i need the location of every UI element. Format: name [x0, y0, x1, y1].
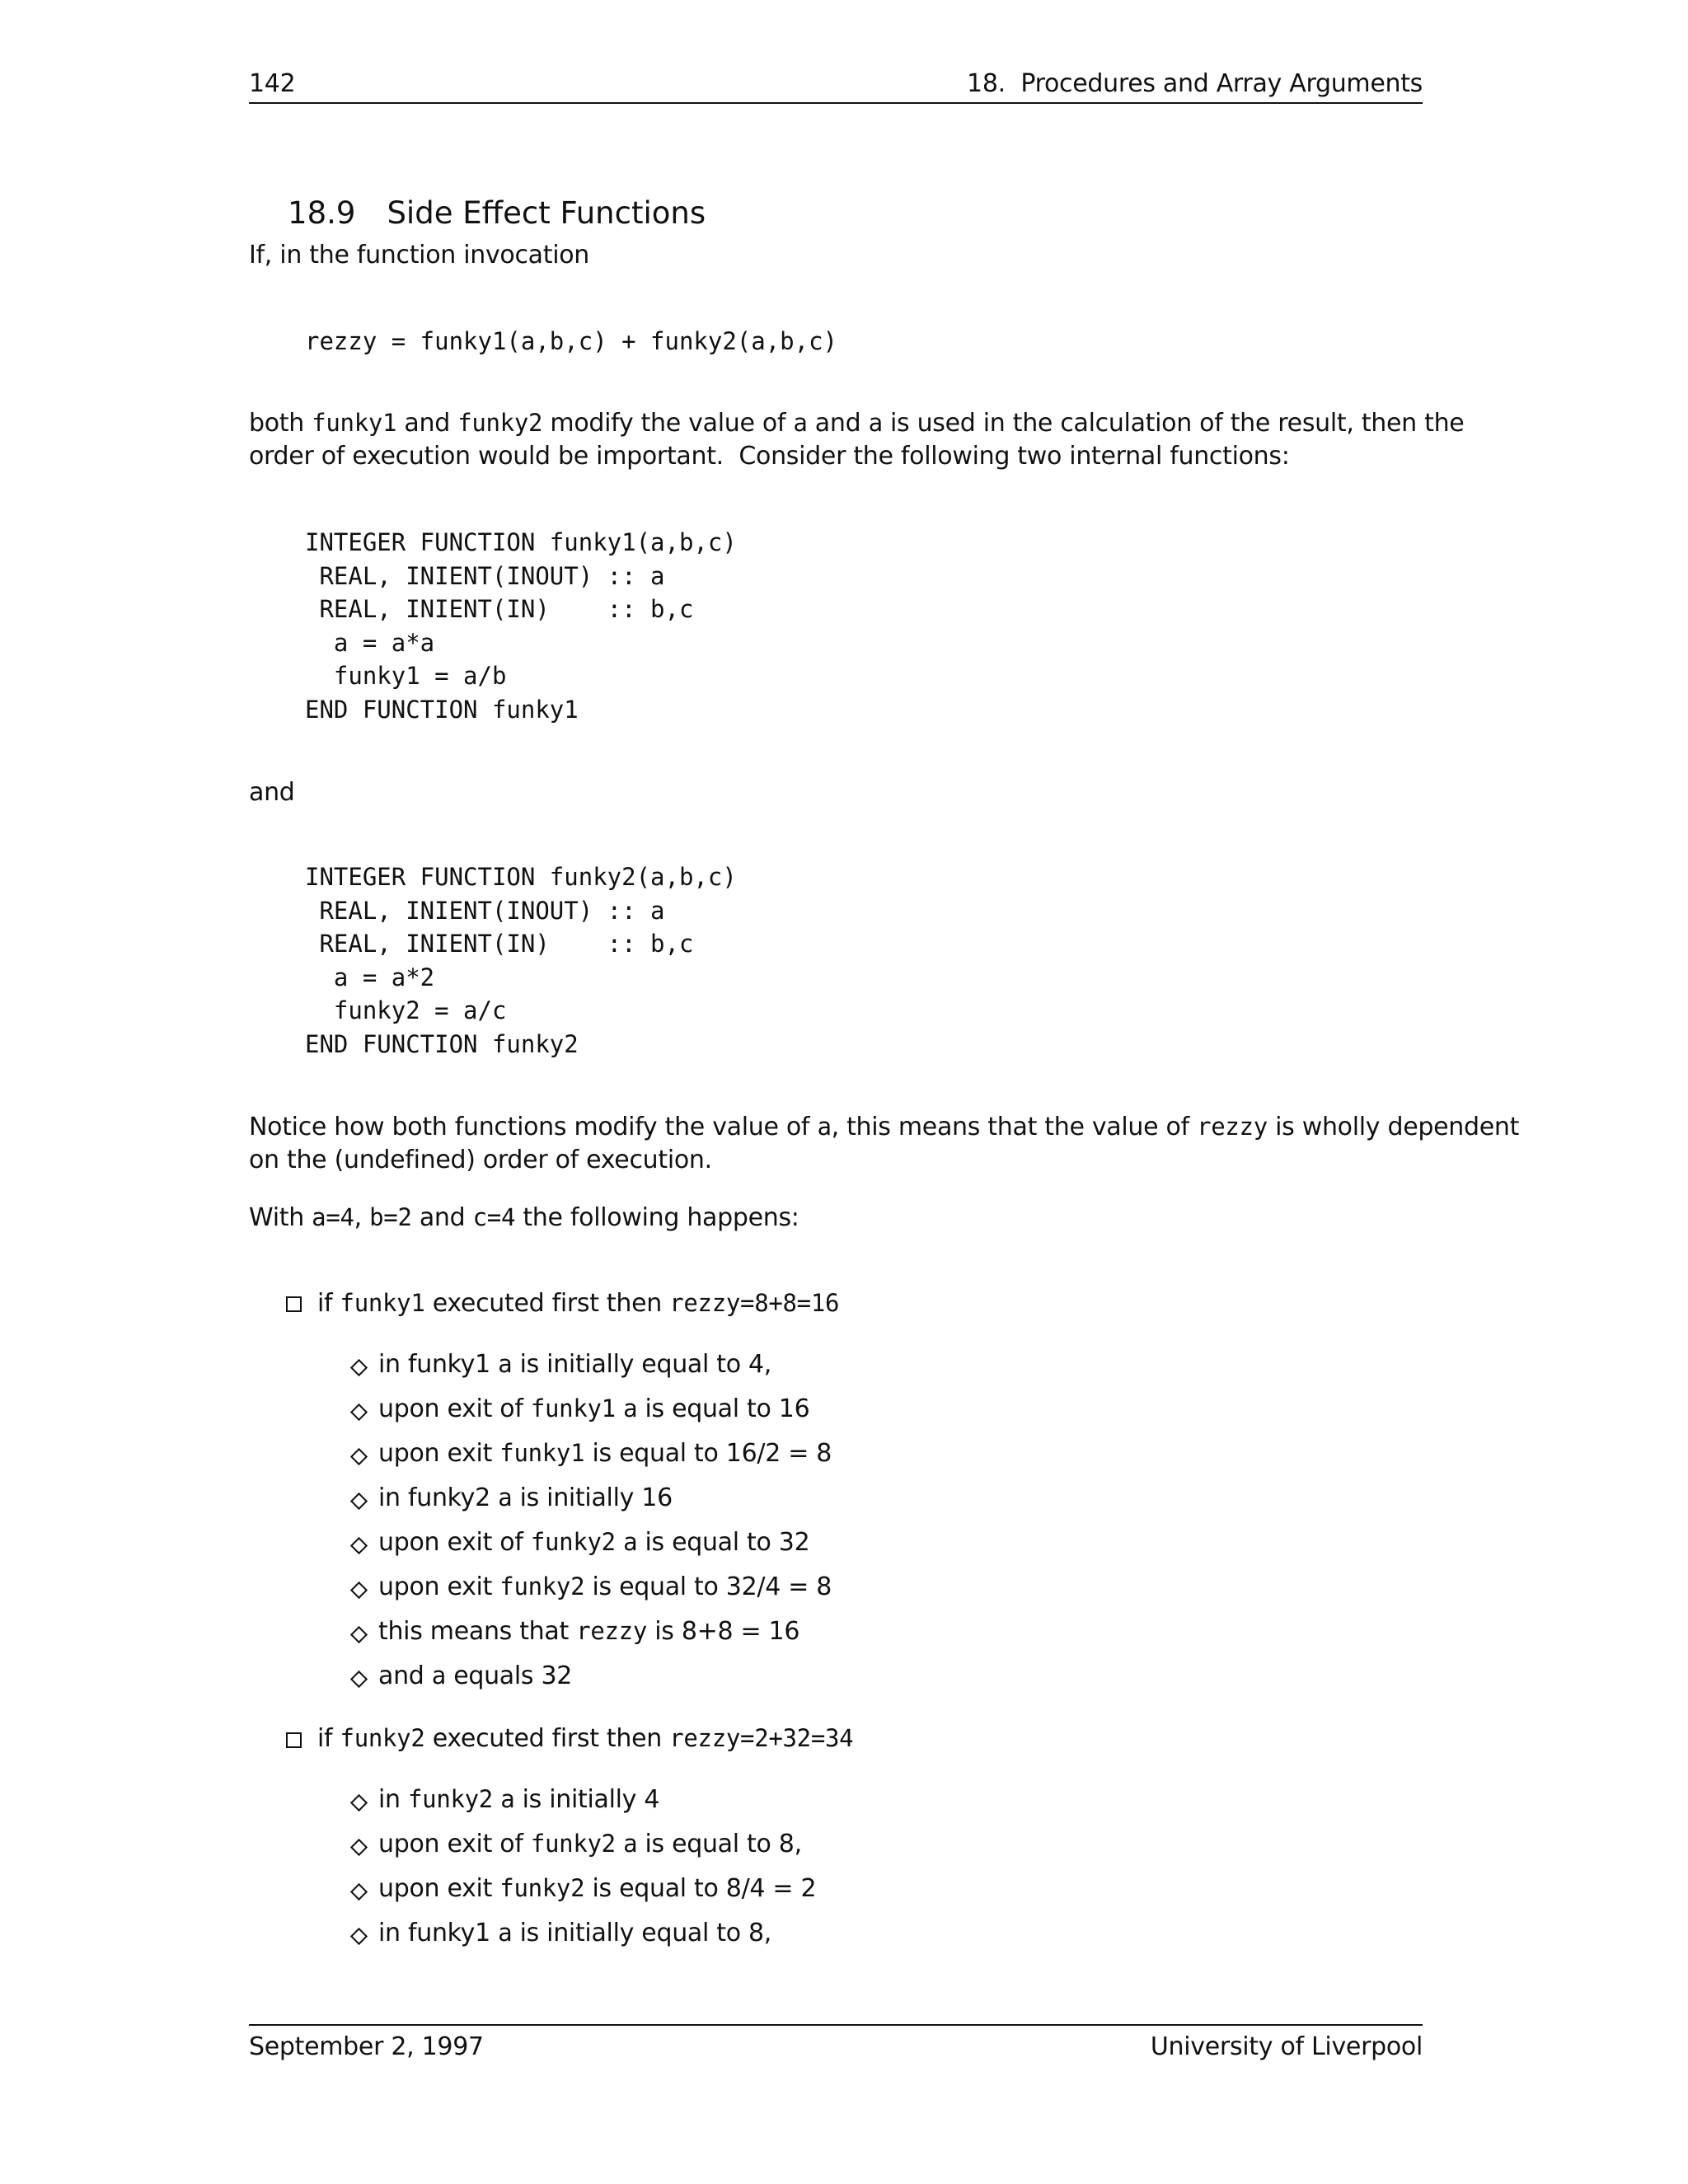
diamond-bullet-icon: [350, 1671, 368, 1688]
list-item: upon exit of funky2 a is equal to 32: [378, 1528, 810, 1557]
diamond-bullet-icon: [350, 1582, 368, 1599]
diamond-bullet-icon: [350, 1839, 368, 1856]
paragraph-2-line-2: order of execution would be important. Consider the following two internal functions:: [249, 442, 1290, 471]
and-text: and: [249, 778, 295, 807]
paragraph-3-line-1: Notice how both functions modify the value of a, this means that the value of rezzy is wholly dependent: [249, 1113, 1520, 1141]
footer-date: September 2, 1997: [249, 2032, 484, 2061]
list-item: upon exit of funky1 a is equal to 16: [378, 1394, 810, 1423]
list-item: in funky2 a is initially 16: [378, 1483, 673, 1512]
paragraph-2-line-1: both funky1 and funky2 modify the value of a and a is used in the calculation of the result, then the: [249, 409, 1465, 438]
list-item: in funky2 a is initially 4: [378, 1785, 660, 1814]
code-funky1: INTEGER FUNCTION funky1(a,b,c) REAL, INIENT(INOUT) :: a REAL, INIENT(IN) :: b,c a = a*a funky1 = a/b END FUNCTION funky1: [305, 528, 737, 724]
page-number: 142: [249, 69, 296, 98]
list-item: upon exit of funky2 a is equal to 8,: [378, 1830, 802, 1858]
footer-institution: University of Liverpool: [1150, 2032, 1423, 2061]
section-number: 18.9: [288, 195, 356, 231]
diamond-bullet-icon: [350, 1493, 368, 1510]
diamond-bullet-icon: [350, 1794, 368, 1811]
list-item: upon exit funky1 is equal to 16/2 = 8: [378, 1439, 832, 1468]
diamond-bullet-icon: [350, 1883, 368, 1900]
code-invocation: rezzy = funky1(a,b,c) + funky2(a,b,c): [305, 327, 838, 355]
paragraph-3-line-2: on the (undefined) order of execution.: [249, 1146, 712, 1174]
diamond-bullet-icon: [350, 1537, 368, 1554]
diamond-bullet-icon: [350, 1448, 368, 1465]
paragraph-4: With a=4, b=2 and c=4 the following happens:: [249, 1203, 799, 1232]
code-funky2: INTEGER FUNCTION funky2(a,b,c) REAL, INIENT(INOUT) :: a REAL, INIENT(IN) :: b,c a = a*2 funky2 = a/c END FUNCTION funky2: [305, 863, 737, 1058]
list-item: upon exit funky2 is equal to 8/4 = 2: [378, 1874, 817, 1903]
footer-rule: [249, 2024, 1423, 2026]
checkbox-bullet-icon: [286, 1296, 302, 1312]
section-title: Side Effect Functions: [387, 195, 706, 231]
running-header: 18. Procedures and Array Arguments: [967, 69, 1423, 98]
list-item: in funky1 a is initially equal to 8,: [378, 1919, 772, 1947]
checkbox-bullet-icon: [286, 1732, 302, 1748]
list-item: and a equals 32: [378, 1661, 573, 1690]
list-item: upon exit funky2 is equal to 32/4 = 8: [378, 1572, 832, 1601]
case-1-heading: if funky1 executed first then rezzy=8+8=16: [317, 1289, 840, 1318]
diamond-bullet-icon: [350, 1626, 368, 1643]
header-rule: [249, 102, 1423, 104]
diamond-bullet-icon: [350, 1359, 368, 1376]
diamond-bullet-icon: [350, 1404, 368, 1421]
diamond-bullet-icon: [350, 1928, 368, 1945]
intro-paragraph: If, in the function invocation: [249, 241, 590, 269]
case-2-heading: if funky2 executed first then rezzy=2+32=34: [317, 1724, 854, 1753]
list-item: in funky1 a is initially equal to 4,: [378, 1350, 772, 1379]
list-item: this means that rezzy is 8+8 = 16: [378, 1617, 800, 1646]
